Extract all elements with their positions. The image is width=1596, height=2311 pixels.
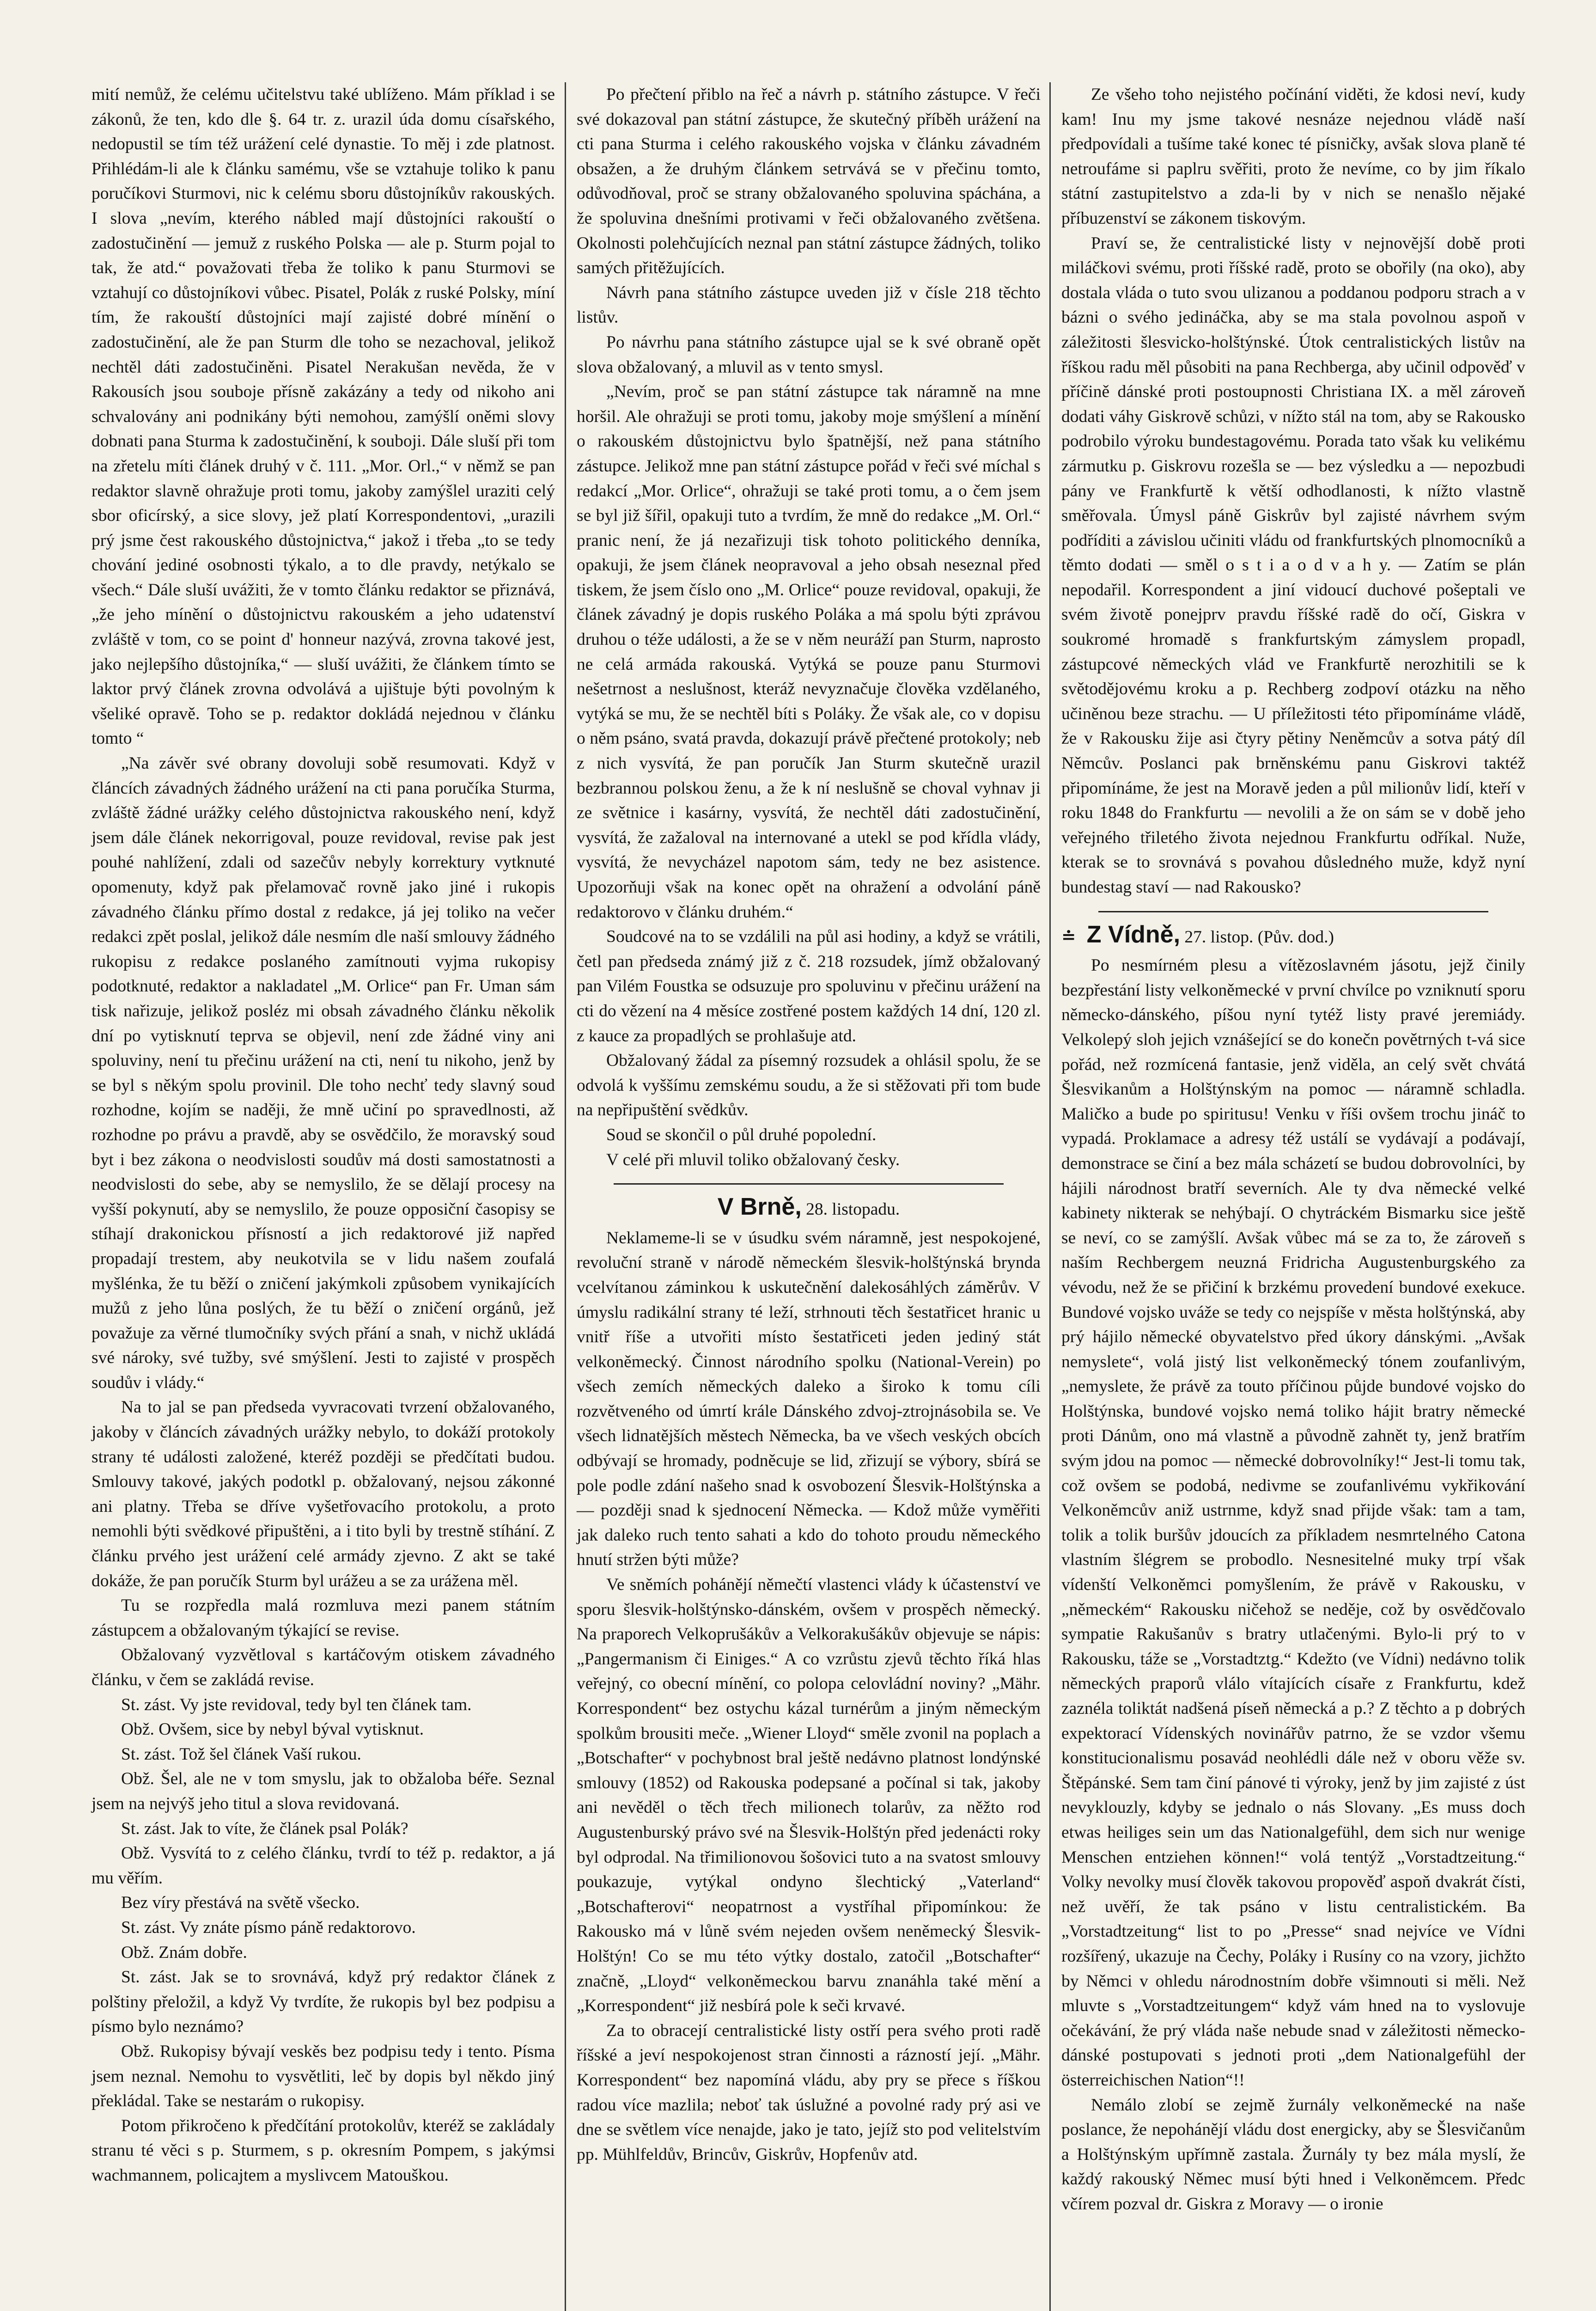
column-3	[1061, 82, 1525, 2216]
paragraph: Neklameme-li se v úsudku svém náramně, jest nespokojené, revoluční straně v národě německém šlesvik-holštýnská brynda vcelvítanou záminkou k uskutečnění dalekosáhlých záměrův. V úmyslu radikální strany té leží, strhnouti těch šestatřicet hranic u vnitř říše a utvořiti místo šestatřiceti jeden jediný stát velkoněmecký. Činnost národního spolku (National-Verein) po všech zemích německých daleko a široko k tomu cíli rozvětveného od úmrtí krále Dánského zdvoj-ztrojnásobila se. Ve všech lidnatějších městech Německa, ba ve všech veských obcích odbývají se hromady, podněcuje se lid, zřizují se výbory, sbírá se pole podle zdání našeho snad k osvobození Šlesvik-Holštýnska a — později snad k sjednocení Německa. — Kdož může vyměřiti jak daleko ruch tento sahati a kdo do tohoto proudu německého hnutí stržen býti může?	[577, 1228, 1041, 1570]
column-rule	[1049, 82, 1051, 2311]
report-date: 27. listop. (Pův. dod.)	[1184, 927, 1334, 947]
paragraph: Potom přikročeno k předčítání protokolův, kteréž se zakládaly stranu té věci s p. Sturmem, s p. okresním Pompem, s jakýmsi wachmannem, policajtem a myslivcem Matouškou.	[91, 2116, 555, 2185]
paragraph: St. zást. Vy jste revidoval, tedy byl ten článek tam.	[121, 1695, 472, 1714]
paragraph: Po návrhu pana státního zástupce ujal se k své obraně opět slova obžalovaný, a mluvil as v tento smysl.	[577, 332, 1041, 377]
section-divider	[1098, 911, 1488, 912]
correspondent-mark: ≐	[1061, 927, 1076, 947]
paragraph: Obž. Znám dobře.	[121, 1943, 247, 1962]
paragraph: Návrh pana státního zástupce uveden již v čísle 218 těchto listův.	[577, 283, 1041, 327]
paragraph: mití nemůž, že celému učitelstvu také ublíženo. Mám příklad i se zákonů, že ten, kdo dle §. 64 tr. z. urazil úda domu císařského, nedopustil se tím též urážení celé dynastie. To měj i zde platnost. Přihlédám-li ale k článku samému, vše se vztahuje toliko k panu poručíkovi Sturmovi, nic k celému sboru důstojníkův rakouských. I slova „nevím, kterého nábled mají důstojníci rakouští o zadostučinění — jemuž z ruského Polska — ale p. Sturm pojal to tak, že atd.“ považovati třeba že toliko k panu Sturmovi se vztahují co důstojníkovi vůbec. Pisatel, Polák z ruské Polsky, míní tím, že rakouští důstojníci mají zajisté dobré mínění o zadostučinění, ale že pan Sturm dle toho se nezachoval, jelikož nechtěl dáti zadostučiněni. Pisatel Nerakušan nevěda, že v Rakousích jsou souboje přísně zakázány a tedy od nikoho ani schvalovány ani podnikány býti nemohou, zamýšlí oněmi slovy dobnati pana Sturma k zadostučinění, k souboji. Dále sluší při tom na zřetelu míti článek druhý v č. 111. „Mor. Orl.,“ v němž se pan redaktor slavně ohražuje proti tomu, jakoby zamýšlel uraziti celý sbor oficírský, a sice slovy, jež platí Korrespondentovi, „urazili prý jsme čest rakouského důstojnictva,“ jakož i třeba „to se tedy chování jediné osobnosti týkalo, a to dle pravdy, netýkalo se všech.“ Dále sluší uvážiti, že v tomto článku redaktor se přiznává, „že jeho mínění o důstojnictvu rakouském a jeho udatenství zvláště v tom, co se point d' honneur nazývá, zrovna takové jest, jako nejlepšího důstojníka,“ — sluší uvážiti, že článkem tímto se laktor prvý článek zrovna odvolává a ujištuje býti povolným k všeliké opravě. Toho se p. redaktor dokládá nejednou v článku tomto “	[91, 85, 555, 748]
report-place: V Brně,	[717, 1193, 802, 1221]
paragraph: V celé při mluvil toliko obžalovaný česky.	[606, 1150, 900, 1169]
report-heading-brno	[577, 1195, 1041, 1222]
paragraph: St. zást. Vy znáte písmo páně redaktorovo.	[121, 1918, 416, 1937]
paragraph: Na to jal se pan předseda vyvracovati tvrzení obžalovaného, jakoby v článcích závadných urážky nebylo, to dokáží protokoly strany té události založené, kteréž později se předčítati budou. Smlouvy takové, jakých podotkl p. obžalovaný, nejsou zákonné ani platny. Třeba se dříve vyšetřovacího protokolu, a proto nemohli býti svědkové připuštěni, a i tito byli by trestně stíhání. Z článku prvého jest urážení celé armády zjevno. Z akt se také dokáže, že pan poručík Sturm byl urážeu a se za urážena měl.	[91, 1398, 555, 1590]
column-rule	[565, 82, 566, 2311]
commentary-continuation	[1061, 82, 1525, 900]
paragraph: St. zást. Jak se to srovnává, když prý redaktor článek z polštiny přeložil, a když Vy tvrdíte, že rukopis byl bez podpisu a písmo bylo neznámo?	[91, 1968, 555, 2036]
paragraph: Obž. Rukopisy bývají veskěs bez podpisu tedy i tento. Písma jsem neznal. Nemohu to vysvětliti, leč by dopis byl někdo jiný překládal. Take se nestarám o rukopisy.	[91, 2042, 555, 2111]
report-brno-body	[577, 1226, 1041, 2167]
paragraph: Ve sněmích pohánějí němečtí vlastenci vlády k účastenství ve sporu šlesvik-holštýnsko-dánském, ovšem v prospěch německý. Na praporech Velkoprušákův a Velkorakušákův objevuje se nápis: „Pangermanism či Einiges.“ A co vzrůstu zjevů těchto říká hlas veřejný, co obecní mínění, co polopa celovládní noviny? „Mähr. Korrespondent“ bez ostychu kázal turnérům a jiným německým spolkům brousiti meče. „Wiener Lloyd“ směle zvonil na poplach a „Botschafter“ v pochybnost bral ještě nedávno platnost londýnské smlouvy (1852) od Rakouska podepsané a počínal si tak, jakoby ani nevěděl o těch třech milionech tolarův, za něžto rod Augustenburský právo své na Šlesvik-Holštýn před jedenácti roky byl odprodal. Na třimilionovou šošovici tuto a na svatost smlouvy poukazuje, vytýkal ondyno šlechtický „Vaterland“ „Botschafterovi“ neopatrnost a vystříhal připomínkou: že Rakousko má v lůně svém nejeden ovšem neněmecký Šlesvik-Holštýn! Co se mu této výtky dostalo, zatočil „Botschafter“ značně, „Lloyd“ velkoněmeckou barvu znanáhla také mění a „Korrespondent“ již nesbírá pole k seči krvavé.	[577, 1575, 1041, 2016]
section-divider	[614, 1183, 1004, 1185]
paragraph: Soud se skončil o půl druhé popolední.	[606, 1125, 877, 1144]
paragraph: Tu se rozpředla malá rozmluva mezi panem státním zástupcem a obžalovaným týkající se revise.	[91, 1596, 555, 1640]
paragraph: Za to obracejí centralistické listy ostří pera svého proti radě říšské a jeví nespokojenost stran činnosti a rázností její. „Mähr. Korrespondent“ bez napomíná vládu, aby pry se přece s říškou radou více mazlila; neboť tak úslužné a povolné rady prý asi ve dne se světlem více nenajde, jako je tato, jejíž sto pod velitelstvím pp. Mühlfeldův, Brincův, Giskrův, Hopfenův atd.	[577, 2021, 1041, 2164]
court-report-continuation	[577, 82, 1041, 1172]
paragraph: Obž. Šel, ale ne v tom smyslu, jak to obžaloba béře. Seznal jsem na nejvýš jeho titul a slova revidovaná.	[91, 1769, 555, 1813]
paragraph: Po přečtení přiblo na řeč a návrh p. státního zástupce. V řeči své dokazoval pan státní zástupce, že skutečný příběh urážení na cti pana Sturma i celého rakouského vojska v článku závadném obsažen, a že druhým článkem setrvává se v přečinu tomto, odůvodňoval, proč se strany obžalovaného spoluvina spáchána, a že spoluvina dnešními protivami v řeči obžalovaného zvětšena. Okolnosti polehčujících neznal pan státní zástupce žádných, toliko samých přitěžujících.	[577, 85, 1041, 278]
paragraph: Obžalovaný žádal za písemný rozsudek a ohlásil spolu, že se odvolá k vyššímu zemskému soudu, a že si stěžovati při tom bude na nepřipuštění svědkův.	[577, 1051, 1041, 1120]
column-2	[577, 82, 1041, 2167]
report-date: 28. listopadu.	[806, 1200, 900, 1219]
column-1	[91, 82, 555, 2188]
paragraph: St. zást. Jak to víte, že článek psal Polák?	[121, 1819, 408, 1838]
report-place: Z Vídně,	[1086, 921, 1181, 948]
paragraph: Po nesmírném plesu a vítězoslavném jásotu, jejž činily bezpřestání listy velkoněmecké v první chvílce po vzniknutí sporu německo-dánského, píšou nyní tytéž listy pravé jeremiády. Velkolepý sloh jejich vznášející se do konečn povětrných t-vá sice pořád, než rozmícená fantasie, jenž viděla, an celý svět chvátá Šlesvikanům a Holštýnským na pomoc — náramně schladla. Maličko a bude po spiritusu! Venku v říši ovšem trochu jináč to vypadá. Proklamace a adresy též ustálí se vydávají a podávají, demonstrace se činí a bez mála scházetí se budou dobrovolníci, by hájili národnost bratří severních. Ale ty dva německé velké kabinety nikterak se nehýbají. O chytráckém Bismarku sice ještě se neví, co se zamýšlí. Avšak vůbec má se za to, že zároveň s naším Rechbergem neuzná Fridricha Augustenburgského za vévodu, než že se přičiní k brzkému provedení bundové exekuce. Bundové vojsko uváže se tedy co nejspíše v města holštýnská, aby prý hájilo německé obyvatelstvo před úkory dánskými. „Avšak nemyslete“, volá jistý list velkoněmecký tónem zoufanlivým, „nemyslete, že právě za touto příčinou půjde bundové vojsko do Holštýnska, bundové vojsko nemá toliko hájit bratry německé proti Dánům, ono má vlastně a původně zahnět ty, jenž bratřím svým jdou na pomoc — německé dobrovolníky!“ Jest-li tomu tak, což ovšem se podobá, nedivme se zoufanlivému vykřikování Velkoněmcův aniž ustrnme, když snad přijde však: tam a tam, tolik a tolik buršův jdoucích za příkladem nesmrtelného Catona vlastním šlégrem se probodlo. Nesnesitelné muky trpí však vídenští Velkoněmci pomyšlením, že právě v Rakousku, v „německém“ Rakousku ničehož se neděje, což by osvědčovalo sympatie Rakušanův s bratry utlačenými. Bylo-li prý to v Rakousku, táže se „Vorstadtztg.“ Kdežto (ve Vídni) nedávno tolik německých praporů vlálo vítajících císaře z Frankfurtu, kdež zaznéla toliktát nadšená píseň německá a p.? Z těchto a p dobrých expektorací Vídenských novinářův patrno, že se vzdor všemu konstitucionalismu posavád neohlédli dále než v oboru věže sv. Štěpánské. Sem tam činí pánové ti výroky, jenž by jim zajisté z úst nevyklouzly, kdyby se jednalo o nás Slovany. „Es muss doch etwas heiliges sein um das Nationalgefühl, dem sich nur wenige Menschen entziehen können!“ volá tentýž „Vorstadtzeitung.“ Volky nevolky musí člověk takovou propověď aspoň dvakrát čísti, než uvěří, že tak psáno v listu centralistickém. Ba „Vorstadtzeitung“ list to po „Presse“ snad nejvíce ve Vídni rozšířený, ukazuje na Čechy, Poláky i Rusíny co na vzory, jichžto by Němci v ohledu národnostním dobře všimnouti si měli. Než mluvte s „Vorstadtzeitungem“ když vám hned na to vyslovuje očekávání, že prý vláda naše nebude snad v záležitosti německo-dánské postupovati s jednoti proti „dem Nationalgefühl der österreichischen Nation“!!	[1061, 956, 1525, 2090]
paragraph: Obž. Ovšem, sice by nebyl býval vytisknut.	[121, 1720, 424, 1739]
paragraph: Soudcové na to se vzdálili na půl asi hodiny, a když se vrátili, četl pan předseda známý již z č. 218 rozsudek, jímž obžalovaný pan Vilém Foustka se odsuzuje pro spoluvinu v přečinu urážení na cti do vězení na 4 měsíce zostřené postem každých 14 dní, 120 zl. z kauce za propadlých se prohlašuje atd.	[577, 927, 1041, 1045]
paragraph: „Nevím, proč se pan státní zástupce tak náramně na mne horšil. Ale ohražuji se proti tomu, jakoby moje smýšlení a mínění o rakouském důstojnictvu bylo špatnější, než pana státního zástupce. Jelikož mne pan státní zástupce pořád v řeči své míchal s redakcí „Mor. Orlice“, ohražuji se také proti tomu, a o čem jsem se byl již šířil, opakuji tuto a tvrdím, že mně do redakce „M. Orl.“ pranic není, že já nezařizuji tisk tohoto politického denníka, opakuji, že jsem článek neopravoval a jeho obsah neseznal před tiskem, že jsem číslo ono „M. Orlice“ pouze revidoval, opakuji, že článek závadný je dopis ruského Poláka a má spolu býti zprávou druhou o téže události, a že se v něm neuráží pan Sturm, naprosto ne celá armáda rakouská. Vytýká se pouze panu Sturmovi nešetrnost a neslušnost, kteráž nevyznačuje člověka vzdělaného, vytýká se mu, že se nechtěl bíti s Poláky. Že však ale, co v dopisu o něm psáno, svatá pravda, dokazují právě přečtené protokoly; neb z nich vysvítá, že pan poručík Jan Sturm skutečně urazil bezbrannou polskou ženu, a že k ní neslušně se choval vyhnav ji ze světnice i kasárny, vysvítá, že nechtěl dáti zadostučinění, vysvítá, že zažaloval na internované a utekl se pod křídla vlády, vysvítá, že nevycházel napotom sám, tedy ne bez asistence. Upozorňuji však na konec opět na ohražení a odvolání páně redaktorovo v článku druhém.“	[577, 382, 1041, 922]
paragraph: Nemálo zlobí se zejmě žurnály velkoněmecké na naše poslance, že nepohánějí vládu dost energicky, aby se Šlesvičanům a Holštýnským upřímně zastala. Žurnály ty bez mála myslí, že každý rakouský Němec musí býti hned i Velkoněmcem. Předc včírem pozval dr. Giskra z Moravy — o ironie	[1061, 2095, 1525, 2213]
paragraph: Obžalovaný vyzvětloval s kartáčovým otiskem závadného článku, v čem se zakládá revise.	[91, 1645, 555, 1689]
report-wien-body	[1061, 953, 1525, 2216]
paragraph: Obž. Vysvítá to z celého článku, tvrdí to též p. redaktor, a já mu věřím.	[91, 1844, 555, 1888]
paragraph: Bez víry přestává na světě všecko.	[121, 1893, 360, 1913]
paragraph: Ze všeho toho nejistého počínání viděti, že kdosi neví, kudy kam! Inu my jsme takové nesnáze nejednou vládě naší předpovídali a tušíme také konec té písničky, avšak slova planě té netroufáme si paplru svěřiti, proto že nevíme, co by jim říkalo státní zastupitelstvo a zda-li by v nich se nenašlo nějaké příbuzenství se zákonem tiskovým.	[1061, 85, 1525, 228]
report-heading-wien	[1061, 923, 1525, 950]
paragraph: Praví se, že centralistické listy v nejnovější době proti miláčkovi svému, proti říšské radě, proto se obořily (na oko), aby dostala vláda o tuto svou ulizanou a poddanou podporu strach a v bázni o svého jedináčka, aby se ma stala povolnou aspoň v záležitosti šlesvicko-holštýnské. Útok centralistických listův na říškou radu měl působiti na pana Rechberga, aby učinil odpověď v příčině dánské proti postoupnosti Christiana IX. a měl zároveň dodati váhy Giskrově schůzi, v nížto stál na tom, aby se Rakousko podrobilo výroku bundestagovému. Porada tato však ku velikému zármutku p. Giskrovu rozešla se — bez výsledku a — nepozbudi pány ve Frankfurtě k větší odhodlanosti, k nížto vlastně směřovala. Úmysl páně Giskrův byl zajisté návrhem svým podříditi a závislou učiniti vládu od frankfurtských plnomocníků a těmto dodati — směl o s t i a o d v a h y. — Zatím se plán nepodařil. Korrespondent a jiní vidoucí duchové pošeptali ve svém životě ponejprv pravdu říšské radě do očí, Giskra v soukromé hromadě s frankfurtským zámyslem propadl, zástupcové německých vlád ve Frankfurtě nerozhitili se k světodějovému kroku a p. Rechberg zodpoví otázku na něho učiněnou beze strachu. — U příležitosti této připomínáme vládě, že v Rakousku žije asi čtyry pětiny Neněmcův a sotva pátý díl Němcův. Poslanci pak brněnskému panu Giskrovi taktéž připomínáme, že jest na Moravě jeden a půl milionův lidí, kteří v roku 1848 do Frankfurtu — nevolili a že on sám se v době jeho veřejného třiletého života nejednou Frankfurtu odříkal. Nuže, kterak se to srovnává s povahou důsledného muže, když nyní bundestag staví — nad Rakousko?	[1061, 233, 1525, 897]
paragraph: St. zást. Tož šel článek Vaší rukou.	[121, 1744, 361, 1764]
paragraph: „Na závěr své obrany dovoluji sobě resumovati. Když v článcích závadných žádného urážení na cti pana poručíka Sturma, zvláště žádné urážky celého důstojnictva rakouského není, když jsem dále článek nekorrigoval, pouze revidoval, revise pak jest pouhé nahlížení, zdali od sazečův nebyly korrektury vytknuté opomenuty, když pak přelamovač rovně jako jiné i rukopis závadného článku přímo dostal z redakce, já jej toliko na večer redakci zpět poslal, jelikož dále nesmím dle naší smlouvy žádného rukopisu z redakce poslaného zamítnouti vyjma rukopisy podotknuté, redaktor a nakladatel „M. Orlice“ pan Fr. Uman sám tisk nařizuje, jelikož posléz mi obsah závadného článku několik dní po vytisknutí teprva se objevil, není zde žádné viny ani spoluviny, není tu přečinu urážení na cti, není tu nikoho, jenž by se byl s někým spolu provinil. Dle toho nechť tedy slavný soud rozhodne, kojím se naději, že mně učiní po spravedlnosti, až rozhodne po právu a pravdě, aby se osvědčilo, že moravský soud byt i bez zákona o neodvislosti soudův má dosti samostatnosti a neodvislosti do sebe, aby se nemyslilo, že se dělají procesy na vyšší pokynutí, aby se nemyslilo, že pouze opposiční časopisy se stíhají drakonickou přísností a jich redaktorové již napřed propadají trestem, aby neukotvila se v lidu našem zoufalá myšlénka, že tu běží o zničení jakýmkoli způsobem vynikajících mužů z jeho lůna poslých, že tu běží o zničení orgánů, jež považuje za věrné tlumočníky svých přání a snah, v nichž ukládá své nároky, své tužby, své smýšlení. Jesti to zajisté v prospěch soudův i vlády.“	[91, 754, 555, 1392]
